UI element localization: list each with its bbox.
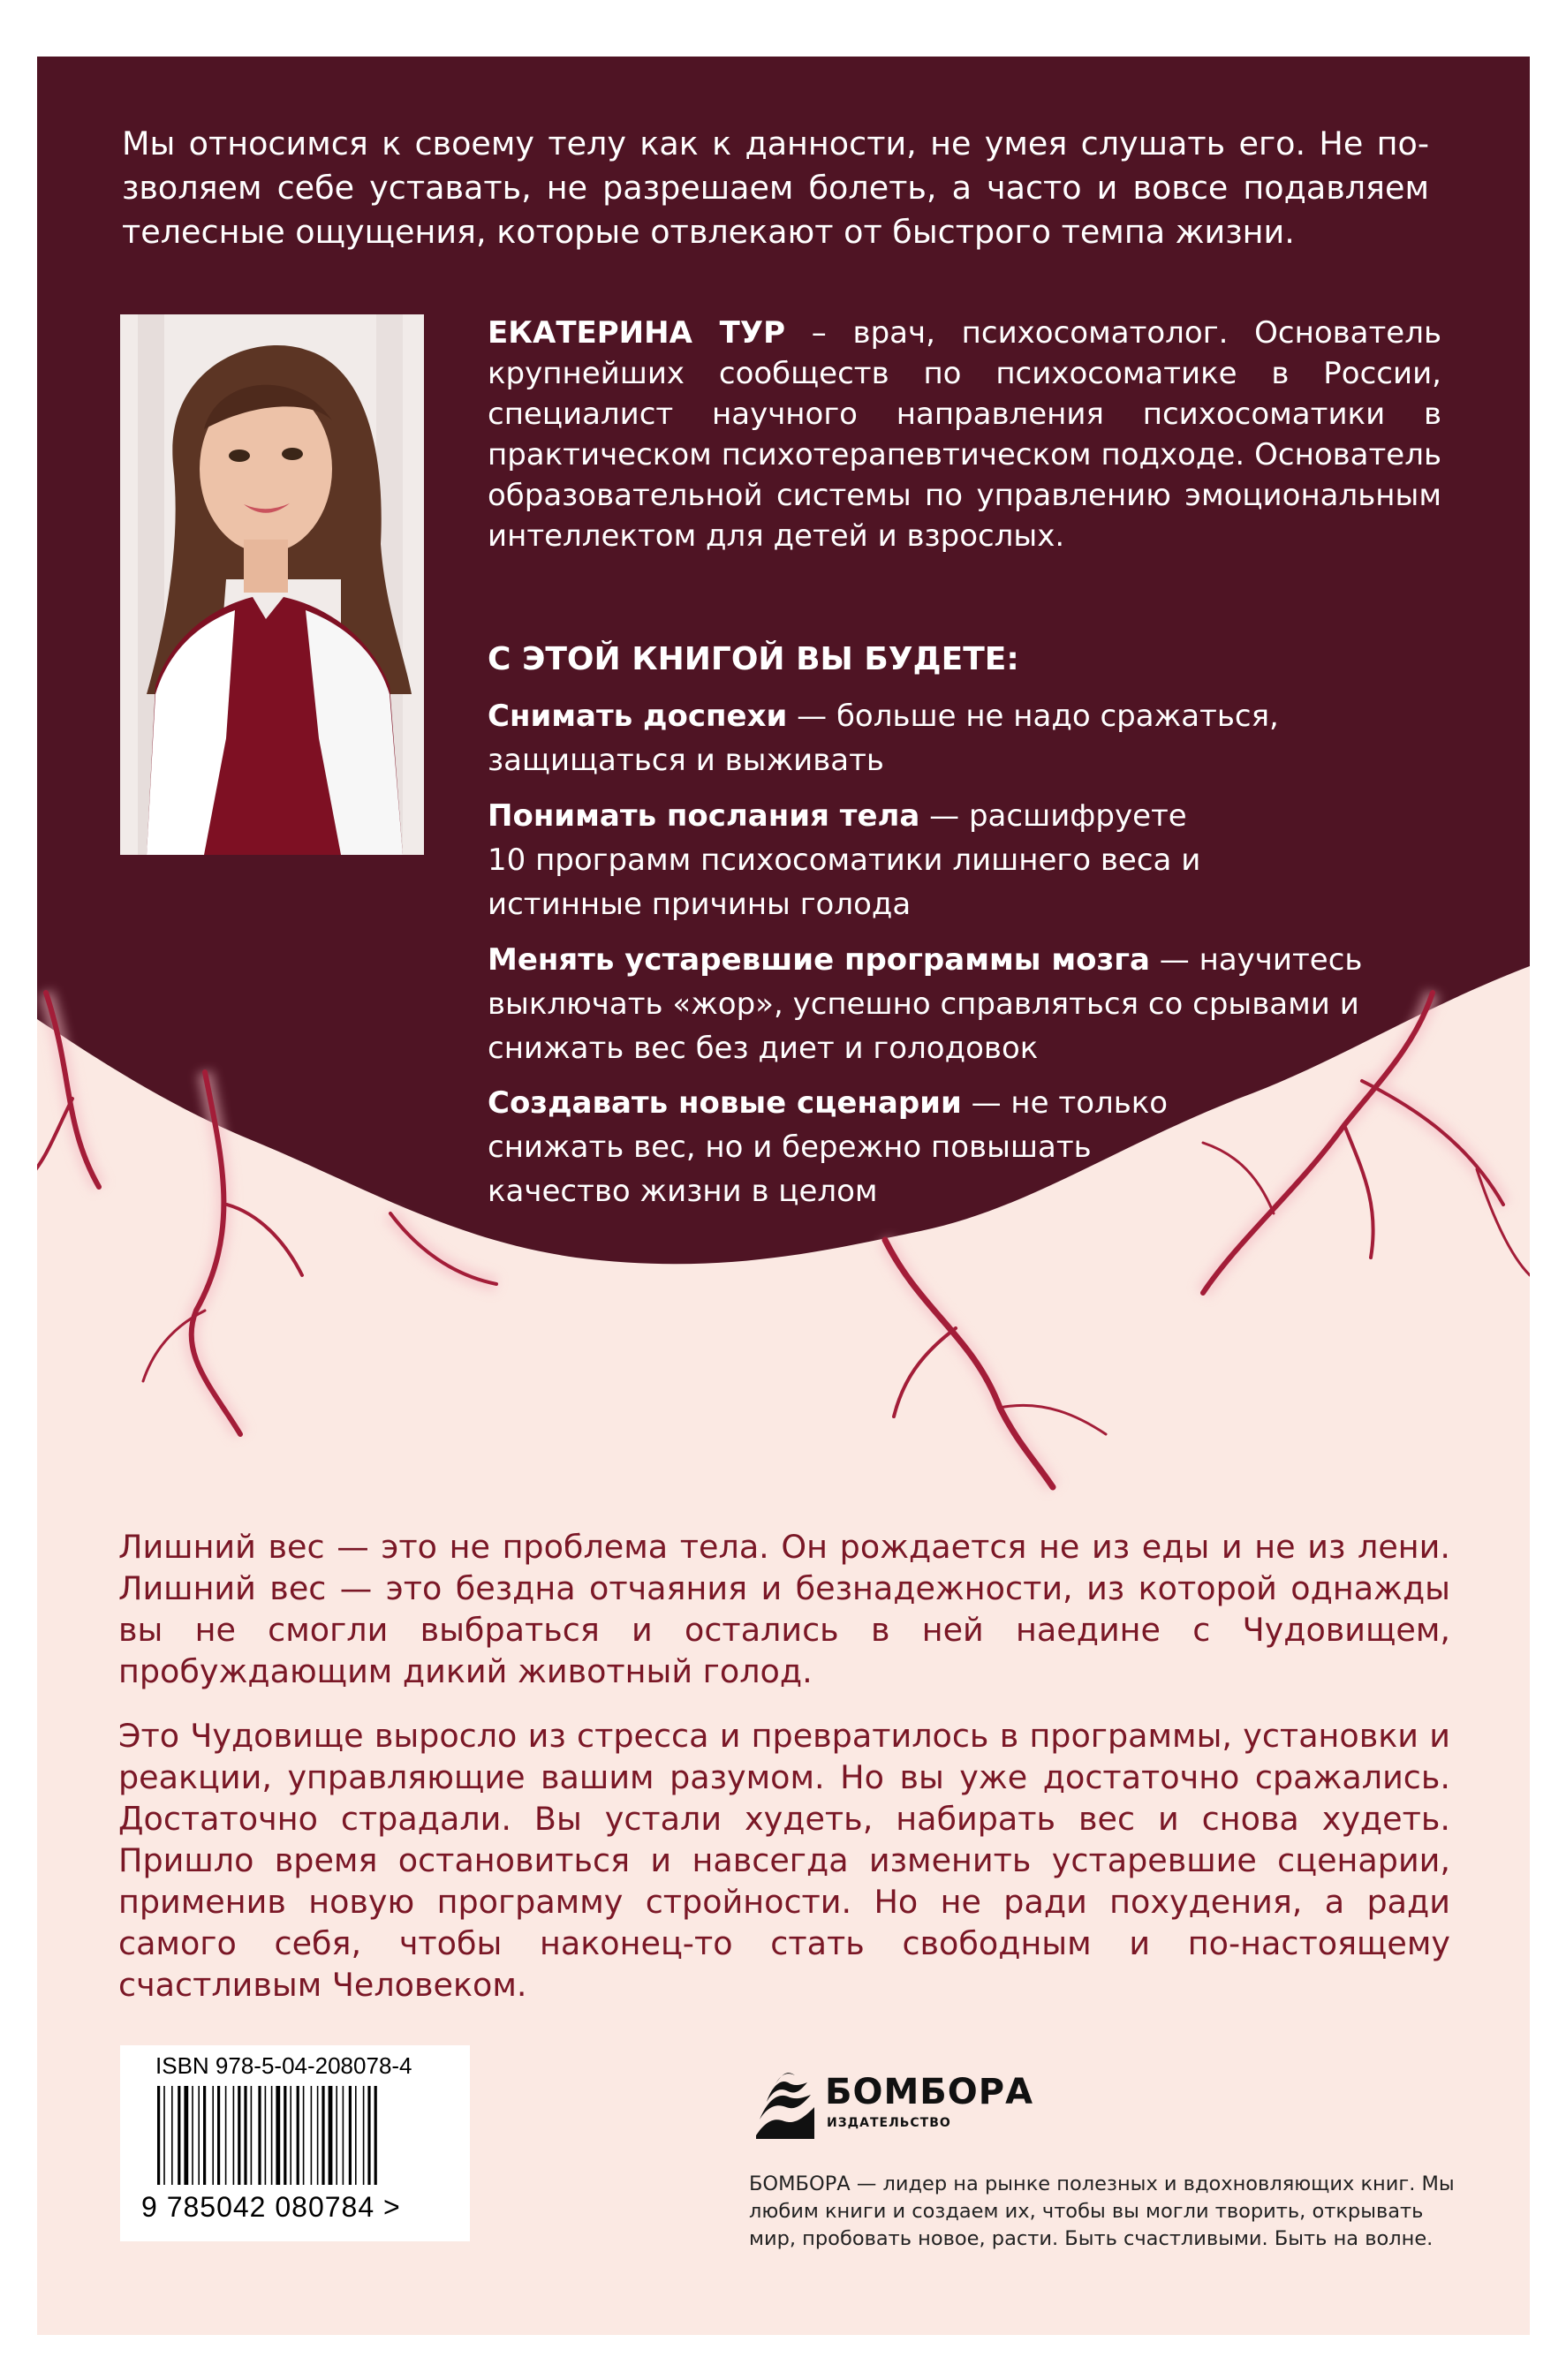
- barcode-bar: [238, 2086, 240, 2185]
- barcode-bar: [163, 2086, 165, 2185]
- benefit-item: [488, 938, 1441, 1070]
- barcode-bar: [317, 2086, 319, 2185]
- benefit-title: Менять устаревшие программы мозга: [488, 942, 1150, 978]
- publisher-subtitle: ИЗДАТЕЛЬСТВО: [827, 2116, 951, 2130]
- barcode-bar: [244, 2086, 246, 2185]
- benefit-title: Снимать доспехи: [488, 699, 788, 734]
- publisher-description: БОМБОРА — лидер на рынке полезных и вдохновляющих книг. Мы любим книги и создаем их, чтобы вы могли творить, открывать мир, пробовать новое, расти. Быть счастливыми. Быть на волне.: [749, 2172, 1455, 2250]
- body-paragraph-1: Лишний вес — это не проблема тела. Он рождается не из еды и не из лени. Лишний вес — это бездна отчаяния и безнадежности, из которой однажды вы не смогли выбраться и остались в ней наедине с Чудовищем, пробуждающим дикий животный голод.: [118, 1528, 1450, 1690]
- benefit-text: — не только снижать вес, но и бережно повышать качество жизни в целом: [488, 1085, 1169, 1209]
- body-paragraph-2: Это Чудовище выросло из стресса и превратилось в программы, установки и реакции, управляющие вашим разумом. Но вы уже достаточно сражались. Достаточно страдали. Вы устали худеть, набирать вес и снова худеть. Пришло время остановиться и навсегда изменить устаревшие сценарии, применив новую программу стройности. Но не ради похудения, а ради самого себя, чтобы наконец-то стать свободным и по-настоящему счастливым Человеком.: [118, 1717, 1450, 2004]
- barcode-bar: [355, 2086, 357, 2185]
- barcode-bar: [374, 2086, 377, 2185]
- barcode-bar: [276, 2086, 280, 2185]
- barcode-bar: [233, 2086, 235, 2185]
- benefit-item: [488, 794, 1212, 926]
- barcode-bar: [217, 2086, 220, 2185]
- barcode-bar: [271, 2086, 273, 2185]
- barcode-bar: [192, 2086, 193, 2185]
- barcode-bar: [336, 2086, 337, 2185]
- barcode-bar: [311, 2086, 313, 2185]
- barcode: [157, 2086, 449, 2192]
- author-bio-text: – врач, психосоматолог. Основатель крупнейших сообществ по психосоматике в России, специалист научного направления психосоматики в практическом психотерапевтическом подходе. Основатель образовательной системы по управлению эмоциональным интеллектом для детей и взрослых.: [488, 315, 1441, 554]
- author-bio: [488, 313, 1441, 556]
- back-cover: [37, 57, 1530, 2335]
- barcode-bar: [198, 2086, 200, 2185]
- bombora-wave-icon: [749, 2066, 820, 2142]
- barcode-bar: [225, 2086, 227, 2185]
- intro-paragraph: Мы относимся к своему телу как к данности, не умея слушать его. Не позволяем себе уставать, не разрешаем болеть, а часто и вовсе подавляем телесные ощущения, которые отвлекают от быстрого темпа жизни.: [122, 125, 1429, 251]
- barcode-bar: [203, 2086, 206, 2185]
- barcode-bar: [297, 2086, 299, 2185]
- barcode-bar: [363, 2086, 365, 2185]
- benefits-heading: С ЭТОЙ КНИГОЙ ВЫ БУДЕТЕ:: [488, 641, 1019, 677]
- barcode-bar: [367, 2086, 370, 2185]
- publisher-name: БОМБОРА: [825, 2072, 1034, 2112]
- benefit-text: — больше не надо сражаться, защищаться и выживать: [488, 699, 1279, 778]
- benefit-item: [488, 1081, 1212, 1213]
- barcode-bar: [343, 2086, 344, 2185]
- isbn-barcode-box: [120, 2045, 470, 2241]
- publisher-logo: [749, 2066, 1034, 2146]
- isbn-digits: 9 785042 080784 >: [141, 2191, 401, 2223]
- author-name: ЕКАТЕРИНА ТУР: [488, 315, 786, 351]
- author-photo: [120, 314, 424, 855]
- barcode-bar: [284, 2086, 286, 2185]
- barcode-bar: [349, 2086, 352, 2185]
- benefit-title: Понимать послания тела: [488, 798, 920, 834]
- barcode-bar: [258, 2086, 261, 2185]
- barcode-bar: [171, 2086, 173, 2185]
- barcode-bar: [184, 2086, 188, 2185]
- benefit-item: [488, 694, 1371, 782]
- benefit-title: Создавать новые сценарии: [488, 1085, 962, 1121]
- barcode-bar: [265, 2086, 267, 2185]
- barcode-bar: [290, 2086, 291, 2185]
- barcode-bar: [322, 2086, 324, 2185]
- barcode-bar: [303, 2086, 305, 2185]
- benefit-text: — научитесь выключать «жор», успешно справляться со срывами и снижать вес без диет и голодовок: [488, 942, 1363, 1066]
- barcode-bar: [329, 2086, 333, 2185]
- barcode-bar: [212, 2086, 214, 2185]
- benefit-text: — расшифруете 10 программ психосоматики лишнего веса и истинные причины голода: [488, 798, 1201, 922]
- barcode-bar: [178, 2086, 180, 2185]
- barcode-bar: [157, 2086, 160, 2185]
- barcode-bar: [251, 2086, 253, 2185]
- isbn-label: ISBN 978-5-04-208078-4: [155, 2052, 412, 2079]
